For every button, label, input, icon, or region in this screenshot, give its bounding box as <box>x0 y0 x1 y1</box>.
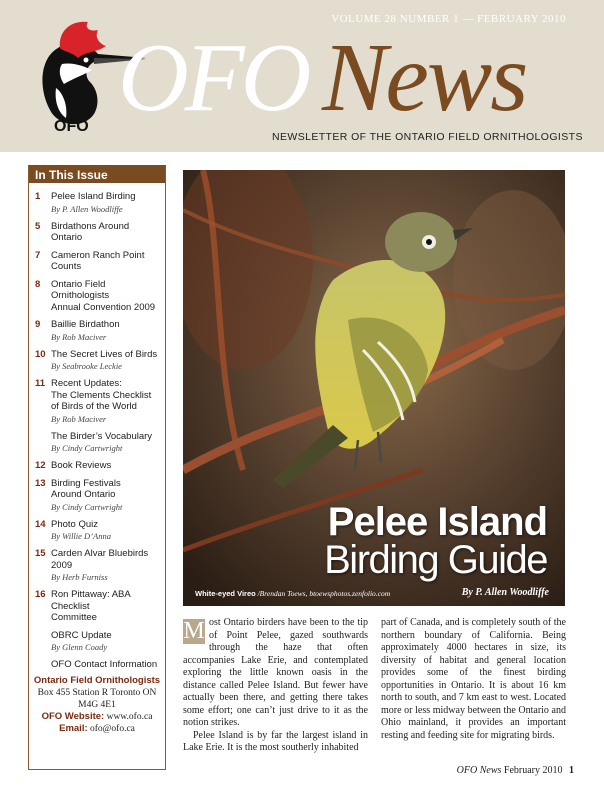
toc-title: Ron Pittaway: ABA Checklist Committee <box>51 589 131 623</box>
page-footer <box>457 765 574 776</box>
article-paragraph <box>183 617 368 730</box>
toc-item[interactable] <box>35 221 161 244</box>
toc-entry <box>51 659 161 671</box>
toc-item[interactable] <box>35 319 161 343</box>
toc-page-number: 13 <box>35 477 46 489</box>
toc-item[interactable] <box>35 279 161 314</box>
toc-page-number: 1 <box>35 191 41 202</box>
toc-author: By Seabrooke Leckie <box>51 361 122 371</box>
toc-entry <box>51 431 161 455</box>
toc-title: The Birder’s Vocabulary <box>51 430 153 442</box>
toc-author: By Herb Furniss <box>51 572 108 582</box>
toc-page-number <box>35 659 51 671</box>
toc-title: OBRC Update <box>51 629 112 641</box>
toc-page-number: 10 <box>35 348 46 360</box>
toc-item[interactable] <box>35 478 161 513</box>
toc-title: The Secret Lives of Birds <box>51 348 158 360</box>
footer-date: February 2010 <box>503 765 563 776</box>
toc-entry <box>51 250 161 273</box>
article-column-2 <box>381 617 566 742</box>
toc-title: Book Reviews <box>51 460 112 471</box>
feature-title: Pelee Island <box>327 500 547 544</box>
toc-title: Baillie Birdathon <box>51 319 120 330</box>
toc-item[interactable] <box>35 589 161 624</box>
contents-sidebar <box>28 165 166 770</box>
email-label: Email: <box>59 723 88 734</box>
volume-line: VOLUME 28 NUMBER 1 — FEBRUARY 2010 <box>331 13 566 25</box>
toc-author: By Rob Maciver <box>51 413 107 424</box>
contact-address: Box 455 Station R Toronto ON M4G 4E1 <box>37 688 157 710</box>
toc-title: Cameron Ranch Point Counts <box>51 249 145 272</box>
toc-entry <box>51 279 161 314</box>
toc-item[interactable] <box>35 460 161 472</box>
article-paragraph: part of Canada, and is completely south of the northern boundary of California. Being approximately 4000 hectares in size, its diversity of habitat and general location provides some of the finest birding opportunities in Ontario. It is about 16 km north to south, and 7 km east to west. Located more or less midway between the Ontario and Ohio mainland, it provides an important resting and feeding site for migrating birds. <box>381 617 566 741</box>
article-byline: By P. Allen Woodliffe <box>461 587 549 598</box>
email-link[interactable]: ofo@ofo.ca <box>90 724 135 734</box>
title-ofo: OFO <box>118 24 308 132</box>
toc-title: Recent Updates: The Clements Checklist of Birds of the World <box>51 378 152 412</box>
contact-email-row <box>31 723 163 735</box>
toc-entry <box>51 221 161 244</box>
toc-page-number: 8 <box>35 278 41 290</box>
toc-item[interactable] <box>35 191 161 215</box>
toc-item[interactable] <box>35 431 161 455</box>
toc-title: Pelee Island Birding <box>51 191 136 202</box>
article-paragraph: Pelee Island is by far the largest island in Lake Erie. It is the most southerly inhabited <box>183 729 368 753</box>
toc-author: By Glenn Coady <box>51 642 108 652</box>
toc-title: Carden Alvar Bluebirds 2009 <box>51 548 149 571</box>
toc-entry <box>51 630 161 654</box>
sidebar-heading: In This Issue <box>29 165 165 183</box>
caption-credit: /Brendan Toews, btoewsphotos.zenfolio.com <box>257 589 391 598</box>
toc-title: Birdathons Around Ontario <box>51 220 130 243</box>
toc-page-number: 16 <box>35 589 46 600</box>
toc-page-number: 7 <box>35 249 41 261</box>
cover-photo <box>183 170 565 606</box>
title-news: News <box>322 24 527 132</box>
toc-entry <box>51 319 161 343</box>
toc-title: Ontario Field Ornithologists Annual Convention 2009 <box>51 278 156 313</box>
toc-item[interactable] <box>35 519 161 543</box>
toc-page-number: 11 <box>35 378 46 389</box>
contact-website-row <box>31 711 163 723</box>
masthead-subtitle: NEWSLETTER OF THE ONTARIO FIELD ORNITHOLOGISTS <box>272 131 583 143</box>
article-text: ost Ontario birders have been to the tip of Point Pelee, gazed southwards through the haze that often accompanies Lake Erie, and contemplated exploring the little known oasis in the distance called Pelee Island. But fewer have actually been there, and getting there takes some effort; one can’t just drive to it as the notion strikes. <box>183 617 368 728</box>
toc-entry <box>51 589 161 624</box>
table-of-contents <box>29 183 165 671</box>
contact-org: Ontario Field Ornithologists <box>33 675 161 686</box>
toc-entry <box>51 378 161 425</box>
toc-item[interactable] <box>35 548 161 583</box>
toc-item[interactable] <box>35 659 161 671</box>
toc-entry <box>51 191 161 215</box>
masthead <box>0 0 604 152</box>
toc-author: By Rob Maciver <box>51 331 107 342</box>
toc-item[interactable] <box>35 349 161 373</box>
toc-entry <box>51 478 161 513</box>
toc-author: By Willie D’Anna <box>51 531 111 541</box>
website-label: OFO Website: <box>41 711 105 722</box>
toc-title: Photo Quiz <box>51 518 98 530</box>
website-link[interactable]: www.ofo.ca <box>106 712 153 722</box>
toc-page-number: 9 <box>35 319 41 330</box>
toc-item[interactable] <box>35 250 161 273</box>
toc-page-number: 5 <box>35 220 41 232</box>
toc-author: By Cindy Cartwright <box>51 443 123 453</box>
logo-text: OFO <box>54 118 89 135</box>
toc-item[interactable] <box>35 630 161 654</box>
toc-author: By Cindy Cartwright <box>51 501 123 512</box>
toc-page-number <box>35 431 51 455</box>
feature-subtitle: Birding Guide <box>324 538 547 582</box>
toc-entry <box>51 519 161 543</box>
article-column-1 <box>183 617 368 755</box>
drop-cap: M <box>183 618 205 644</box>
contact-block <box>29 675 165 735</box>
toc-entry <box>51 548 161 583</box>
toc-page-number: 12 <box>35 460 46 471</box>
toc-page-number: 14 <box>35 518 46 530</box>
toc-entry <box>51 460 161 472</box>
toc-title: Birding Festivals Around Ontario <box>51 477 121 500</box>
page-number: 1 <box>569 765 574 776</box>
toc-title: OFO Contact Information <box>51 659 158 670</box>
toc-item[interactable] <box>35 378 161 425</box>
toc-author: By P. Allen Woodliffe <box>51 203 123 214</box>
photo-caption <box>195 589 390 598</box>
caption-bird: White-eyed Vireo <box>195 589 256 598</box>
toc-page-number: 15 <box>35 548 46 559</box>
toc-entry <box>51 349 161 373</box>
footer-publication: OFO News <box>456 765 502 776</box>
toc-page-number <box>35 630 51 654</box>
